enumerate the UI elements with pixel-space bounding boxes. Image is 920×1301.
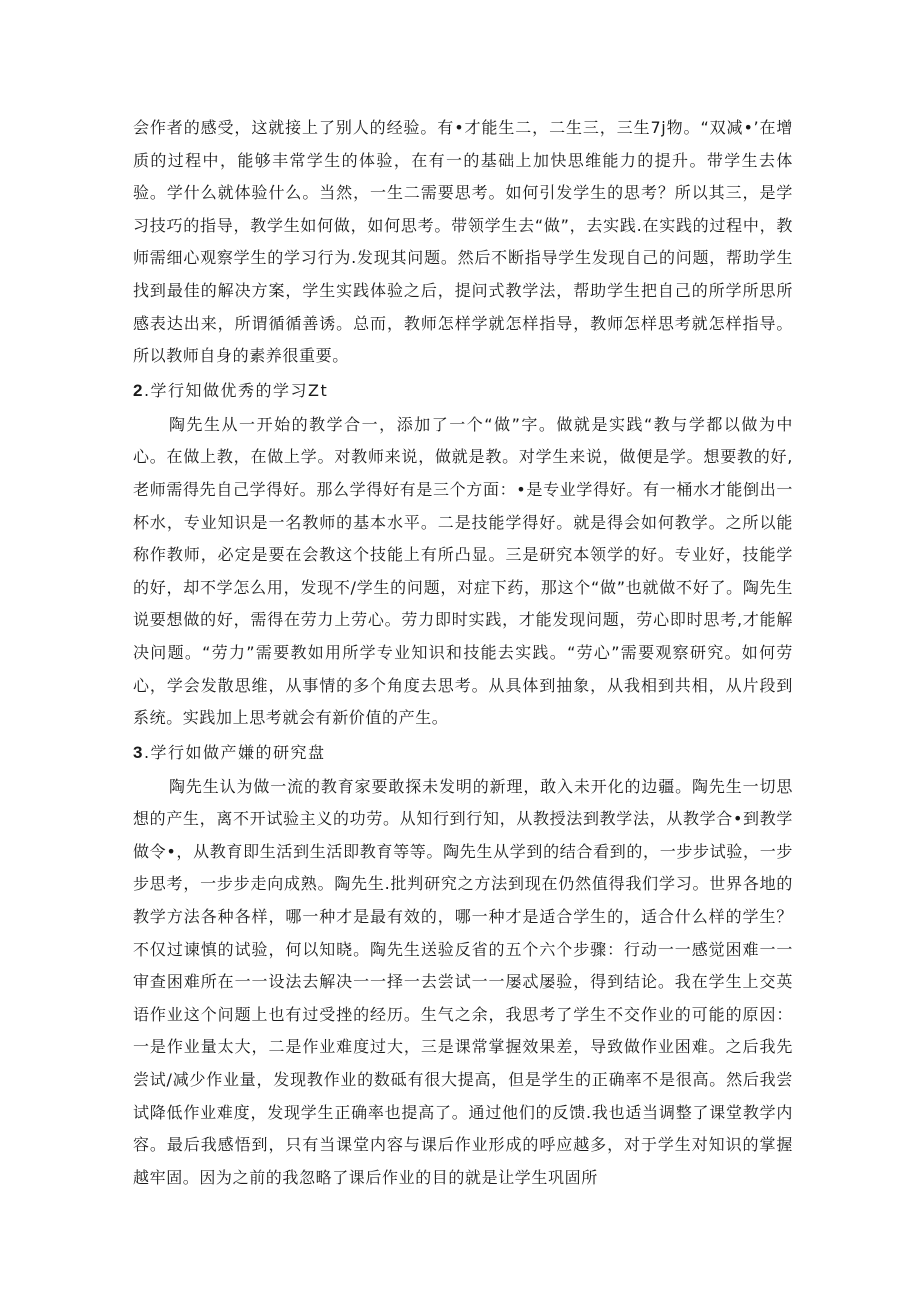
section-title: .学行如做产嫌的研究盘	[143, 742, 326, 762]
section-title: .学行知做优秀的学习Zt	[143, 380, 329, 400]
section-heading	[133, 735, 793, 771]
body-paragraph: 陶先生认为做一流的教育家要敢探未发明的新理，敢入未开化的边疆。陶先生一切思想的产生，离不开试验主义的功劳。从知行到行知，从教授法到教学法，从教学合•到教学做令•，从教育即生活到生活即教育等等。陶先生从学到的结合看到的，一步步试验，一步步思考，一步步走向成熟。陶先生.批判研究之方法到现在仍然值得我们学习。世界各地的教学方法各种各样，哪一种才是最有效的，哪一种才是适合学生的，适合什么样的学生？不仅过谏慎的试验，何以知晓。陶先生送验反省的五个六个步骤：行动一一感觉困难一一审查困难所在一一设法去解决一一择一去尝试一一屡忒屡验，得到结论。我在学生上交英语作业这个问题上也有过受挫的经历。生气之余，我思考了学生不交作业的可能的原因：一是作业量太大，二是作业难度过大，三是课常掌握效果差，导致做作业困难。之后我先尝试/减少作业量，发现教作业的数砥有很大提高，但是学生的正确率不是很高。然后我尝试降低作业难度，发现学生正确率也提高了。通过他们的反馈.我也适当调整了课堂教学内容。最后我感悟到，只有当课堂内容与课后作业形成的呼应越多，对于学生对知识的掌握越牢固。因为之前的我忽略了课后作业的目的就是让学生巩固所	[133, 776, 793, 1187]
body-paragraph: 会作者的感受，这就接上了别人的经验。有•才能生二，二生三，三生7j物。“双减•’在增质的过程中，能够丰常学生的体验，在有一的基础上加快思维能力的提升。带学生去体验。学什么就体验什么。当然，一生二需要思考。如何引发学生的思考？所以其三，是学习技巧的指导，教学生如何做，如何思考。带领学生去“做”，去实践.在实践的过程中，教师需细心观察学生的学习行为.发现其问题。然后不断指导学生发现自己的问题，帮助学生找到最佳的解决方案，学生实践体验之后，提问式教学法，帮助学生把自己的所学所思所感表达出来，所谓循循善诱。总而，教师怎样学就怎样指导，教师怎样思考就怎样指导。所以教师自身的素养很重要。	[133, 118, 793, 366]
body-paragraph: 陶先生从一开始的教学合一，添加了一个“做”字。做就是实践“教与学都以做为中心。在做上教，在做上学。对教师来说，做就是教。对学生来说，做便是学。想要教的好,老师需得先自己学得好。那么学得好有是三个方面：•是专业学得好。有一桶水才能倒出一杯水，专业知识是一名教师的基本水平。二是技能学得好。就是得会如何教学。之所以能称作教师，必定是要在会教这个技能上有所凸显。三是研究本领学的好。专业好，技能学的好，却不学怎么用，发现不/学生的问题，对症下药，那这个“做”也就做不好了。陶先生说要想做的好，需得在劳力上劳心。劳力即时实践，才能发现问题，劳心即时思考,才能解决问题。“劳力”需要教如用所学专业知识和技能去实践。“劳心”需要观察研究。如何劳心，学会发散思维，从事情的多个角度去思考。从具体到抽象，从我相到共相，从片段到系统。实践加上思考就会有新价值的产生。	[133, 414, 793, 728]
section-number: 3	[133, 742, 144, 762]
section-heading	[133, 373, 793, 409]
document-body	[133, 112, 793, 1194]
section-number: 2	[133, 380, 144, 400]
